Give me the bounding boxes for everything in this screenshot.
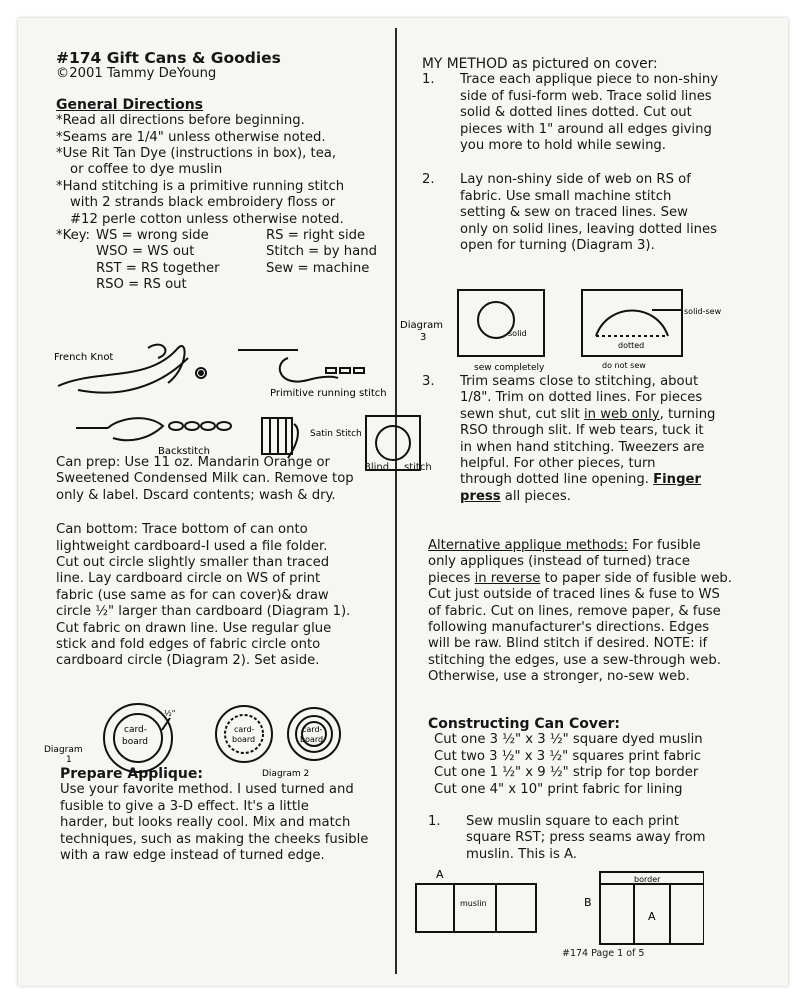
step-line [422, 489, 792, 505]
prepare-applique [60, 766, 390, 864]
alt-line [428, 571, 788, 587]
general-line: *Seams are 1/4" unless otherwise noted. [56, 129, 326, 145]
can-prep-line: only & label. Dscard contents; wash & dry. [56, 487, 336, 503]
cut-line: Cut one 1 ½" x 9 ½" strip for top border [434, 765, 699, 781]
alt-text: For fusible [627, 538, 701, 553]
half-inch-label: ½" [164, 709, 176, 718]
step-line: fabric. Use small machine stitch [460, 188, 672, 204]
step-text: all pieces. [500, 488, 571, 504]
diagram-a-b [404, 866, 704, 966]
step-line: muslin. This is A. [466, 846, 577, 862]
step-line: helpful. For other pieces, turn [460, 456, 656, 472]
can-prep-line: Can prep: Use 11 oz. Mandarin Orange or [56, 455, 330, 470]
constructing-can-cover [428, 716, 788, 863]
key-entry: WS = wrong side [96, 228, 209, 244]
stitch-label: stitch [404, 462, 432, 473]
diagram-2-label: Diagram 2 [262, 769, 310, 779]
do-not-sew-label: do not sew [602, 361, 646, 370]
key-block [56, 228, 386, 294]
alt-line: Cut just outside of traced lines & fuse to WS [428, 587, 720, 603]
prepare-line: with a raw edge instead of turned edge. [60, 848, 325, 864]
diagram-2-circles [216, 706, 340, 762]
copyright: ©2001 Tammy DeYoung [56, 66, 217, 82]
can-bottom-line: fabric (use same as for can cover)& draw [56, 587, 329, 603]
card-text: card- [124, 725, 147, 735]
general-line: or coffee to dye muslin [70, 162, 223, 178]
alt-line [428, 538, 788, 554]
can-bottom-line: Can bottom: Trace bottom of can onto [56, 522, 308, 538]
running-stitch-label: Primitive running stitch [270, 388, 387, 399]
step-underlined: press [460, 488, 501, 504]
general-line: *Read all directions before beginning. [56, 113, 305, 129]
backstitch-drawing [76, 418, 231, 440]
prepare-line: fusible to give a 3-D effect. It's a little [60, 798, 309, 814]
step-line: square RST; press seams away from [466, 830, 706, 846]
cut-line: Cut one 4" x 10" print fabric for lining [434, 781, 683, 797]
diagram-3-left-box [458, 290, 544, 356]
general-line: *Hand stitching is a primitive running stitch [56, 178, 345, 194]
step-line: Trim seams close to stitching, about [460, 374, 699, 389]
step-text: , turning [659, 406, 716, 422]
board-text-3: board [300, 735, 324, 744]
prepare-line: harder, but looks really cool. Mix and match [60, 815, 351, 831]
cut-line: Cut one 3 ½" x 3 ½" square dyed muslin [434, 732, 703, 748]
alt-text: to paper side of fusible web. [540, 570, 732, 586]
method-step-3 [422, 374, 792, 505]
diagram-1-label: Diagram [44, 745, 83, 755]
backstitch-label: Backstitch [158, 446, 210, 457]
running-stitch-drawing [238, 350, 364, 382]
step-line: open for turning (Diagram 3). [460, 238, 655, 254]
step-number: 2. [422, 172, 435, 188]
can-bottom-line: Cut out circle slightly smaller than traced [56, 555, 330, 571]
method-step-2 [422, 172, 782, 254]
can-bottom-line: lightweight cardboard-I used a file folder. [56, 538, 328, 554]
can-bottom-line: Cut fabric on drawn line. Use regular glue [56, 620, 332, 636]
prepare-line: Use your favorite method. I used turned and [60, 782, 354, 798]
can-bottom-line: stick and fold edges of fabric circle onto [56, 637, 321, 653]
constructing-heading: Constructing Can Cover: [428, 716, 620, 732]
alt-text: pieces [428, 570, 475, 586]
can-bottom-line: cardboard circle (Diagram 2). Set aside. [56, 653, 320, 669]
step-line: RSO through slit. If web tears, tuck it [460, 423, 704, 439]
key-entry: RS = right side [266, 228, 366, 244]
prepare-heading: Prepare Applique: [60, 766, 203, 782]
general-directions-heading: General Directions [56, 96, 203, 113]
step-line: solid & dotted lines dotted. Cut out [460, 105, 692, 121]
step-line: setting & sew on traced lines. Sew [460, 205, 688, 221]
key-entry: RST = RS together [96, 260, 220, 276]
alt-line: stitching the edges, use a sew-through web. [428, 652, 721, 668]
step-line: in when hand stitching. Tweezers are [460, 439, 705, 455]
can-prep-line: Sweetened Condensed Milk can. Remove top [56, 471, 354, 487]
general-line: *Use Rit Tan Dye (instructions in box), tea, [56, 146, 337, 162]
alternative-methods [428, 538, 788, 686]
key-entry: WSO = WS out [96, 244, 195, 260]
method-step-1 [422, 72, 782, 154]
alt-heading: Alternative applique methods: [428, 538, 628, 553]
step-line: only on solid lines, leaving dotted lines [460, 221, 717, 237]
key-label: *Key: [56, 228, 90, 244]
step-number: 1. [428, 814, 441, 830]
step-line: Trace each applique piece to non-shiny [460, 72, 719, 88]
diagram-b-label: B [584, 896, 592, 909]
general-line: with 2 strands black embroidery floss or [70, 195, 336, 211]
board-text-2: board [232, 735, 256, 744]
diagram-a-strip [416, 884, 536, 932]
construct-step-1 [428, 814, 788, 863]
key-entry: Stitch = by hand [266, 244, 377, 260]
satin-label: Satin Stitch [310, 429, 362, 439]
step-line: you more to hold while sewing. [460, 138, 666, 154]
pattern-sheet [18, 18, 788, 986]
alt-line: will be raw. Blind stitch if desired. NOTE: if [428, 636, 708, 652]
left-column [56, 50, 386, 294]
can-bottom-line: line. Lay cardboard circle on WS of print [56, 571, 321, 587]
diagram-a-label: A [436, 868, 444, 881]
dotted-label: dotted [618, 341, 645, 350]
diagram-1-number: 1 [66, 755, 72, 765]
diagram-3 [392, 280, 732, 380]
pattern-title: #174 Gift Cans & Goodies [56, 49, 281, 67]
step-text: sewn shut, cut slit [460, 406, 584, 422]
can-bottom-line: circle ½" larger than cardboard (Diagram 1). [56, 604, 351, 620]
key-entry: Sew = machine [266, 260, 370, 276]
board-text: board [122, 737, 148, 747]
step-line: 1/8". Trim on dotted lines. For pieces [460, 390, 703, 406]
step-number: 3. [422, 374, 435, 389]
step-underlined: in web only [584, 406, 660, 422]
alt-line: only appliques (instead of turned) trace [428, 554, 690, 570]
sew-completely-label: sew completely [474, 363, 545, 373]
alt-line: Otherwise, use a stronger, no-sew web. [428, 669, 690, 685]
step-underlined: Finger [653, 472, 701, 488]
blind-label: Blind [364, 462, 390, 473]
step-line [422, 472, 792, 488]
general-line: #12 perle cotton unless otherwise noted. [70, 211, 344, 227]
cut-line: Cut two 3 ½" x 3 ½" squares print fabric [434, 748, 701, 764]
step-line [422, 407, 792, 423]
step-line: side of fusi-form web. Trace solid lines [460, 88, 712, 104]
prepare-line: techniques, such as making the cheeks fusible [60, 831, 369, 847]
step-line: Lay non-shiny side of web on RS of [460, 172, 691, 188]
satin-stitch-drawing [262, 418, 298, 458]
card-text-2: card- [234, 725, 255, 734]
page-number: #174 Page 1 of 5 [562, 948, 645, 959]
muslin-text: muslin [460, 899, 487, 908]
step-line: pieces with 1" around all edges giving [460, 121, 712, 137]
column-divider [395, 28, 397, 974]
border-text: border [634, 875, 661, 884]
diagram-b-a-label: A [648, 910, 656, 923]
solid-label: solid [508, 329, 527, 338]
left-lower-column [56, 455, 386, 670]
solid-sew-label: solid-sew [684, 307, 722, 316]
step-line: Sew muslin square to each print [466, 814, 679, 830]
method-heading: MY METHOD as pictured on cover: [422, 56, 658, 72]
diagram-3-label: Diagram [400, 320, 443, 331]
alt-line: following manufacturer's directions. Edges [428, 620, 710, 636]
french-knot-label: French Knot [54, 352, 114, 363]
step-text: through dotted line opening. [460, 472, 654, 488]
step-number: 1. [422, 72, 435, 88]
right-column [422, 56, 782, 254]
diagram-3-number: 3 [420, 332, 427, 343]
key-entry: RSO = RS out [96, 277, 187, 293]
alt-underlined: in reverse [474, 570, 541, 586]
alt-line: of fabric. Cut on lines, remove paper, & fuse [428, 603, 721, 619]
card-text-3: card- [302, 725, 323, 734]
